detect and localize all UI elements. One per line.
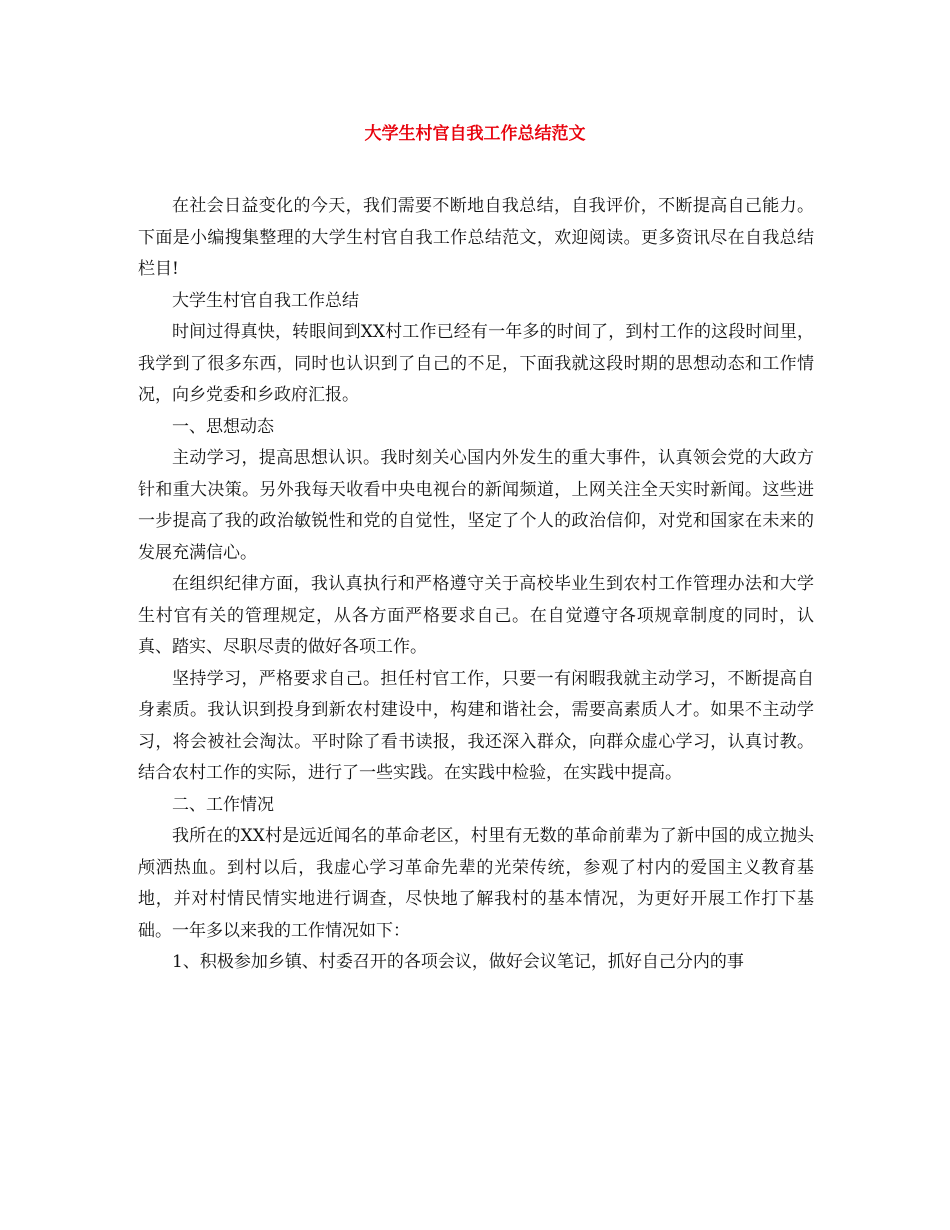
section-heading-2: 二、工作情况 [172,794,274,815]
paragraph: 在组织纪律方面，我认真执行和严格遵守关于高校毕业生到农村工作管理办法和大学生村官有关的管理规定，从各方面严格要求自己。在自觉遵守各项规章制度的同时，认真、踏实、尽职尽责的做好各项工作。 [138,574,814,657]
document-title: 大学生村官自我工作总结范文 [364,124,586,144]
paragraph-last: 1、积极参加乡镇、村委召开的各项会议，做好会议笔记，抓好自己分内的事 [172,952,744,972]
paragraph: 坚持学习，严格要求自己。担任村官工作，只要一有闲暇我就主动学习，不断提高自身素质。我认识到投身到新农村建设中，构建和谐社会，需要高素质人才。如果不主动学习，将会被社会淘汰。平时除了看书读报，我还深入群众，向群众虚心学习，认真讨教。结合农村工作的实际，进行了一些实践。在实践中检验，在实践中提高。 [138,668,814,783]
section-heading-1: 一、思想动态 [172,416,274,437]
document-body [138,191,814,979]
paragraph: 主动学习，提高思想认识。我时刻关心国内外发生的重大事件，认真领会党的大政方针和重大决策。另外我每天收看中央电视台的新闻频道，上网关注全天实时新闻。这些进一步提高了我的政治敏锐性和党的自觉性，坚定了个人的政治信仰，对党和国家在未来的发展充满信心。 [138,448,814,563]
paragraph-subtitle: 大学生村官自我工作总结 [172,290,359,311]
paragraph: 我所在的XX村是远近闻名的革命老区，村里有无数的革命前辈为了新中国的成立抛头颅洒热血。到村以后，我虚心学习革命先辈的光荣传统，参观了村内的爱国主义教育基地，并对村情民情实地进行调查，尽快地了解我村的基本情况，为更好开展工作打下基础。一年多以来我的工作情况如下： [138,826,814,941]
paragraph: 时间过得真快，转眼间到XX村工作已经有一年多的时间了，到村工作的这段时间里，我学到了很多东西，同时也认识到了自己的不足，下面我就这段时期的思想动态和工作情况，向乡党委和乡政府汇报。 [138,322,814,405]
paragraph-intro: 在社会日益变化的今天，我们需要不断地自我总结，自我评价，不断提高自己能力。下面是小编搜集整理的大学生村官自我工作总结范文，欢迎阅读。更多资讯尽在自我总结栏目! [138,196,814,279]
